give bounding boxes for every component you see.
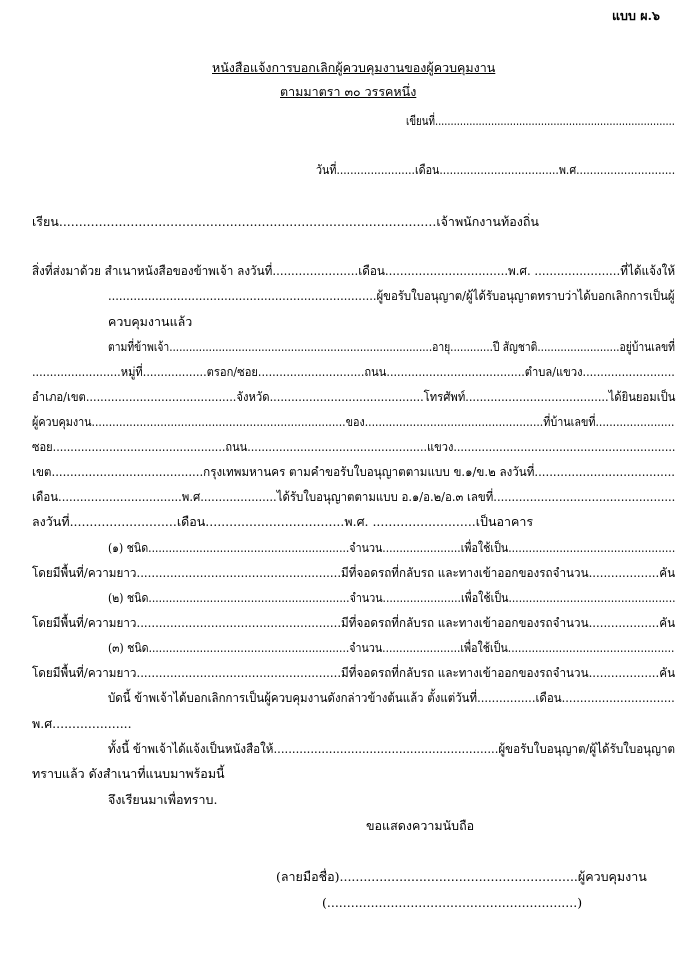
dated-line: ลงวันที่...........................เดือน...................................พ.ศ. ..........................เป็นอาคาร (32, 514, 534, 529)
item-1-line: (๑) ชนิด...........................................................จำนวน.......................เพื่อใช้เป็น................................................. (108, 540, 676, 555)
written-at-line: เขียนที่............................................................................. (406, 113, 675, 128)
copy-line: ทราบแล้ว ดังสำเนาที่แนบมาพร้อมนี้ (32, 766, 225, 781)
district-line: อำเภอ/เขต..........................................จังหวัด...........................................โทรศัพท์........................................ได้ยินยอมเป็น (32, 389, 676, 404)
form-code: แบบ ผ.๖ (612, 8, 660, 23)
area-2-line: โดยมีพื้นที่/ความยาว.......................................................มีที่จอดรถที่กลับรถ และทางเข้าออกของรถจำนวน...................คัน (32, 615, 676, 630)
document-subtitle: ตามมาตรา ๓๐ วรรคหนึ่ง (280, 84, 417, 99)
area-1-line: โดยมีพื้นที่/ความยาว.......................................................มีที่จอดรถที่กลับรถ และทางเข้าออกของรถจำนวน...................คัน (32, 565, 676, 580)
moo-line: .........................หมู่ที่..................ตรอก/ซอย..............................ถนน.......................................ตำบล/แขวง.......................... (32, 364, 675, 379)
enclosure-line: สิ่งที่ส่งมาด้วย สำเนาหนังสือของข้าพเจ้า ลงวันที่.......................เดือน.................................พ.ศ. .......................ที่ได้แจ้งให้ (32, 263, 676, 278)
date-line: วันที่.......................เดือน...................................พ.ศ............................. (316, 162, 676, 177)
name-paren-line: (...............................................................) (322, 895, 583, 910)
month-line: เดือน..................................พ.ศ.....................ได้รับใบอนุญาตตามแบบ อ.๑/อ.๒/อ.๓ เลขที่.................................................. (32, 489, 676, 504)
item-2-line: (๒) ชนิด...........................................................จำนวน.......................เพื่อใช้เป็น................................................. (108, 590, 676, 605)
item-3-line: (๓) ชนิด...........................................................จำนวน.......................เพื่อใช้เป็น................................................. (108, 640, 675, 655)
recipient-line: ..........................................................................ผู้ขอรับใบอนุญาต/ผู้ได้รับอนุญาตทราบว่าได้บอกเลิกการเป็นผู้ (108, 288, 675, 303)
respect-line: ขอแสดงความนับถือ (366, 818, 475, 833)
khet-line: เขต.........................................กรุงเทพมหานคร ตามคำขอรับใบอนุญาตตามแบบ ข.๑/ข.๒ ลงวันที่...................................... (32, 464, 675, 479)
year-line: พ.ศ.................... (32, 716, 132, 731)
inspector-of-line: ผู้ควบคุมงาน..........................................................................ของ....................................................ที่บ้านเลขที่....................... (32, 414, 675, 429)
to-line: เรียน...............................................................................................เจ้าพนักงานท้องถิ่น (32, 214, 539, 229)
notify-line: ทั้งนี้ ข้าพเจ้าได้แจ้งเป็นหนังสือให้.............................................................ผู้ขอรับใบอนุญาต/ผู้ได้รับใบอนุญาต (108, 741, 676, 756)
inspector-done-line: ควบคุมงานแล้ว (108, 314, 193, 329)
now-line: บัดนี้ ข้าพเจ้าได้บอกเลิกการเป็นผู้ควบคุมงานดังกล่าวข้างต้นแล้ว ตั้งแต่วันที่................เดือน............................... (108, 690, 675, 705)
inform-line: จึงเรียนมาเพื่อทราบ. (108, 792, 218, 807)
document-title: หนังสือแจ้งการบอกเลิกผู้ควบคุมงานของผู้ควบคุมงาน (212, 60, 496, 75)
area-3-line: โดยมีพื้นที่/ความยาว.......................................................มีที่จอดรถที่กลับรถ และทางเข้าออกของรถจำนวน...................คัน (32, 665, 676, 680)
signature-line: (ลายมือชื่อ)............................................................ผู้ควบคุมงาน (276, 869, 647, 884)
name-line: ตามที่ข้าพเจ้า................................................................................อายุ.............ปี สัญชาติ.........................อยู่บ้านเลขที่ (108, 339, 675, 354)
soi-line: ซอย.................................................ถนน...................................................แขวง............................................................... (32, 439, 676, 454)
